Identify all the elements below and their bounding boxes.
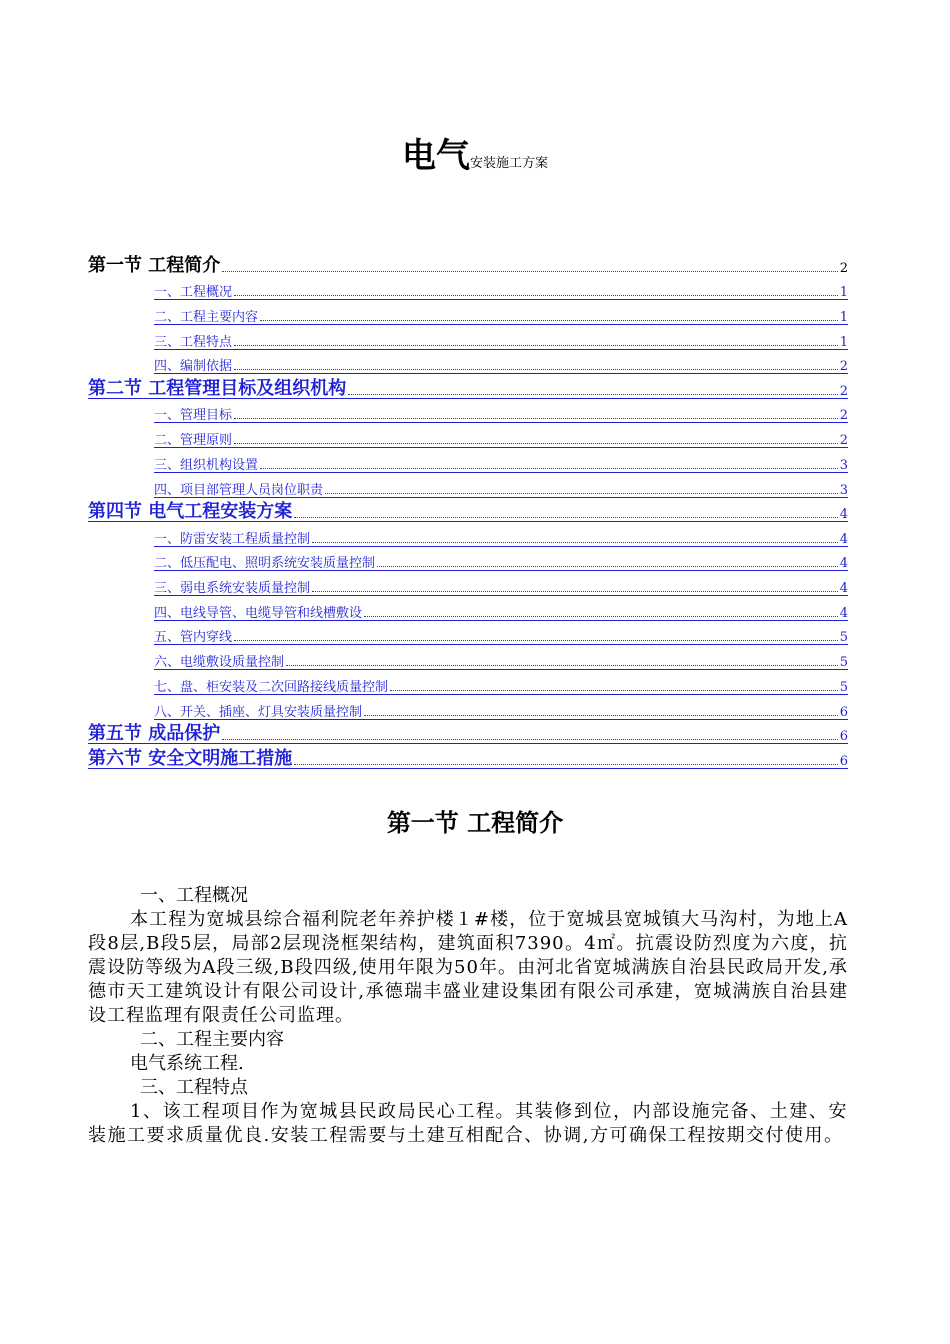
toc-leader	[234, 369, 838, 370]
toc-leader	[286, 665, 838, 666]
toc-label: 四、项目部管理人员岗位职责	[154, 482, 324, 498]
toc-leader	[234, 640, 838, 641]
subheading-main-content: 二、工程主要内容	[140, 1029, 284, 1050]
document-title	[0, 128, 950, 177]
toc-leader	[222, 271, 837, 272]
toc-page: 1	[839, 309, 848, 325]
toc-page: 2	[839, 359, 848, 375]
toc-label: 六、电缆敷设质量控制	[154, 655, 285, 671]
toc-label: 第二节 工程管理目标及组织机构	[88, 377, 347, 399]
toc-leader	[312, 542, 838, 543]
toc-item-overview[interactable]	[88, 277, 848, 302]
section-heading: 第一节 工程简介	[386, 809, 564, 837]
toc-page: 6	[839, 704, 848, 720]
toc-label: 第六节 安全文明施工措施	[88, 747, 293, 769]
toc-label: 三、组织机构设置	[154, 457, 259, 473]
toc-page: 6	[839, 729, 848, 744]
toc-leader	[294, 517, 837, 518]
toc-label: 三、工程特点	[154, 334, 233, 350]
toc-item-low-voltage[interactable]	[88, 548, 848, 573]
toc-item-weak-current[interactable]	[88, 572, 848, 597]
toc-item-basis[interactable]	[88, 351, 848, 376]
toc-label: 一、管理目标	[154, 408, 233, 424]
subheading-features: 三、工程特点	[140, 1077, 248, 1098]
toc-leader	[348, 394, 837, 395]
toc-label: 一、防雷安装工程质量控制	[154, 531, 311, 547]
section-body	[88, 884, 848, 1148]
title-sub: 安装施工方案	[469, 156, 548, 171]
toc-item-staff-duties[interactable]	[88, 474, 848, 499]
subheading-overview: 一、工程概况	[140, 885, 248, 906]
toc-leader	[222, 739, 837, 740]
toc-page: 4	[839, 581, 848, 597]
toc-label: 三、弱电系统安装质量控制	[154, 581, 311, 597]
toc-page: 4	[839, 531, 848, 547]
toc-page: 6	[839, 753, 848, 769]
paragraph-features: 1、该工程项目作为宽城县民政局民心工程。其装修到位，内部设施完备、土建、安装施工要求质量优良.安装工程需要与土建互相配合、协调,方可确保工程按期交付使用。	[88, 1101, 848, 1146]
toc-page: 4	[839, 605, 848, 621]
toc-page: 3	[839, 482, 848, 498]
toc-label: 第一节 工程简介	[88, 254, 221, 276]
toc-page: 2	[839, 260, 848, 276]
toc-section-6[interactable]	[88, 745, 848, 770]
toc-leader	[377, 566, 838, 567]
toc-leader	[312, 591, 838, 592]
toc-label: 四、电线导管、电缆导管和线槽敷设	[154, 605, 363, 621]
paragraph-overview: 本工程为宽城县综合福利院老年养护楼１#楼，位于宽城县宽城镇大马沟村，为地上A段8层,B段5层，局部2层现浇框架结构，建筑面积7390。4㎡。抗震设防烈度为六度，抗震设防等级为A段三级,B段四级,使用年限为50年。由河北省宽城满族自治县民政局开发,承德市天工建筑设计有限公司设计,承德瑞丰盛业建设集团有限公司承建，宽城满族自治县建设工程监理有限责任公司监理。	[88, 909, 848, 1026]
toc-leader	[294, 764, 837, 765]
toc-label: 七、盘、柜安装及二次回路接线质量控制	[154, 679, 389, 695]
toc-page: 5	[839, 655, 848, 671]
toc-label: 八、开关、插座、灯具安装质量控制	[154, 704, 363, 720]
toc-item-management-goal[interactable]	[88, 400, 848, 425]
toc-label: 二、低压配电、照明系统安装质量控制	[154, 556, 376, 572]
toc-item-organization[interactable]	[88, 449, 848, 474]
toc-leader	[234, 345, 838, 346]
toc-leader	[390, 690, 838, 691]
toc-item-lightning[interactable]	[88, 523, 848, 548]
toc-page: 2	[839, 383, 848, 399]
toc-leader	[364, 715, 838, 716]
toc-page: 1	[839, 285, 848, 301]
toc-section-2[interactable]	[88, 375, 848, 400]
toc-item-features[interactable]	[88, 326, 848, 351]
toc-label: 二、工程主要内容	[154, 309, 259, 325]
toc-leader	[234, 443, 838, 444]
toc-page: 2	[839, 433, 848, 449]
toc-leader	[260, 320, 838, 321]
toc-page: 5	[839, 679, 848, 695]
toc-label: 第五节 成品保护	[88, 723, 221, 744]
paragraph-main-content: 电气系统工程.	[130, 1053, 244, 1074]
toc-section-5[interactable]	[88, 721, 848, 746]
toc-page: 5	[839, 630, 848, 646]
toc-leader	[325, 493, 838, 494]
toc-label: 第四节 电气工程安装方案	[88, 501, 293, 522]
toc-item-management-principle[interactable]	[88, 424, 848, 449]
toc-page: 4	[839, 507, 848, 522]
table-of-contents	[88, 252, 848, 770]
toc-leader	[234, 418, 838, 419]
toc-item-wiring[interactable]	[88, 622, 848, 647]
toc-page: 3	[839, 457, 848, 473]
toc-page: 1	[839, 334, 848, 350]
toc-leader	[234, 295, 838, 296]
toc-label: 五、管内穿线	[154, 630, 233, 646]
toc-leader	[260, 468, 838, 469]
toc-label: 二、管理原则	[154, 433, 233, 449]
toc-page: 2	[839, 408, 848, 424]
toc-item-cable-laying[interactable]	[88, 646, 848, 671]
toc-page: 4	[839, 556, 848, 572]
toc-leader	[364, 616, 838, 617]
toc-section-1[interactable]	[88, 252, 848, 277]
title-main: 电气	[401, 136, 470, 176]
toc-label: 一、工程概况	[154, 285, 233, 301]
toc-item-switch-socket[interactable]	[88, 696, 848, 721]
toc-label: 四、编制依据	[154, 359, 233, 375]
toc-section-4[interactable]	[88, 499, 848, 524]
toc-item-main-content[interactable]	[88, 301, 848, 326]
toc-item-conduit[interactable]	[88, 597, 848, 622]
toc-item-cabinet[interactable]	[88, 671, 848, 696]
